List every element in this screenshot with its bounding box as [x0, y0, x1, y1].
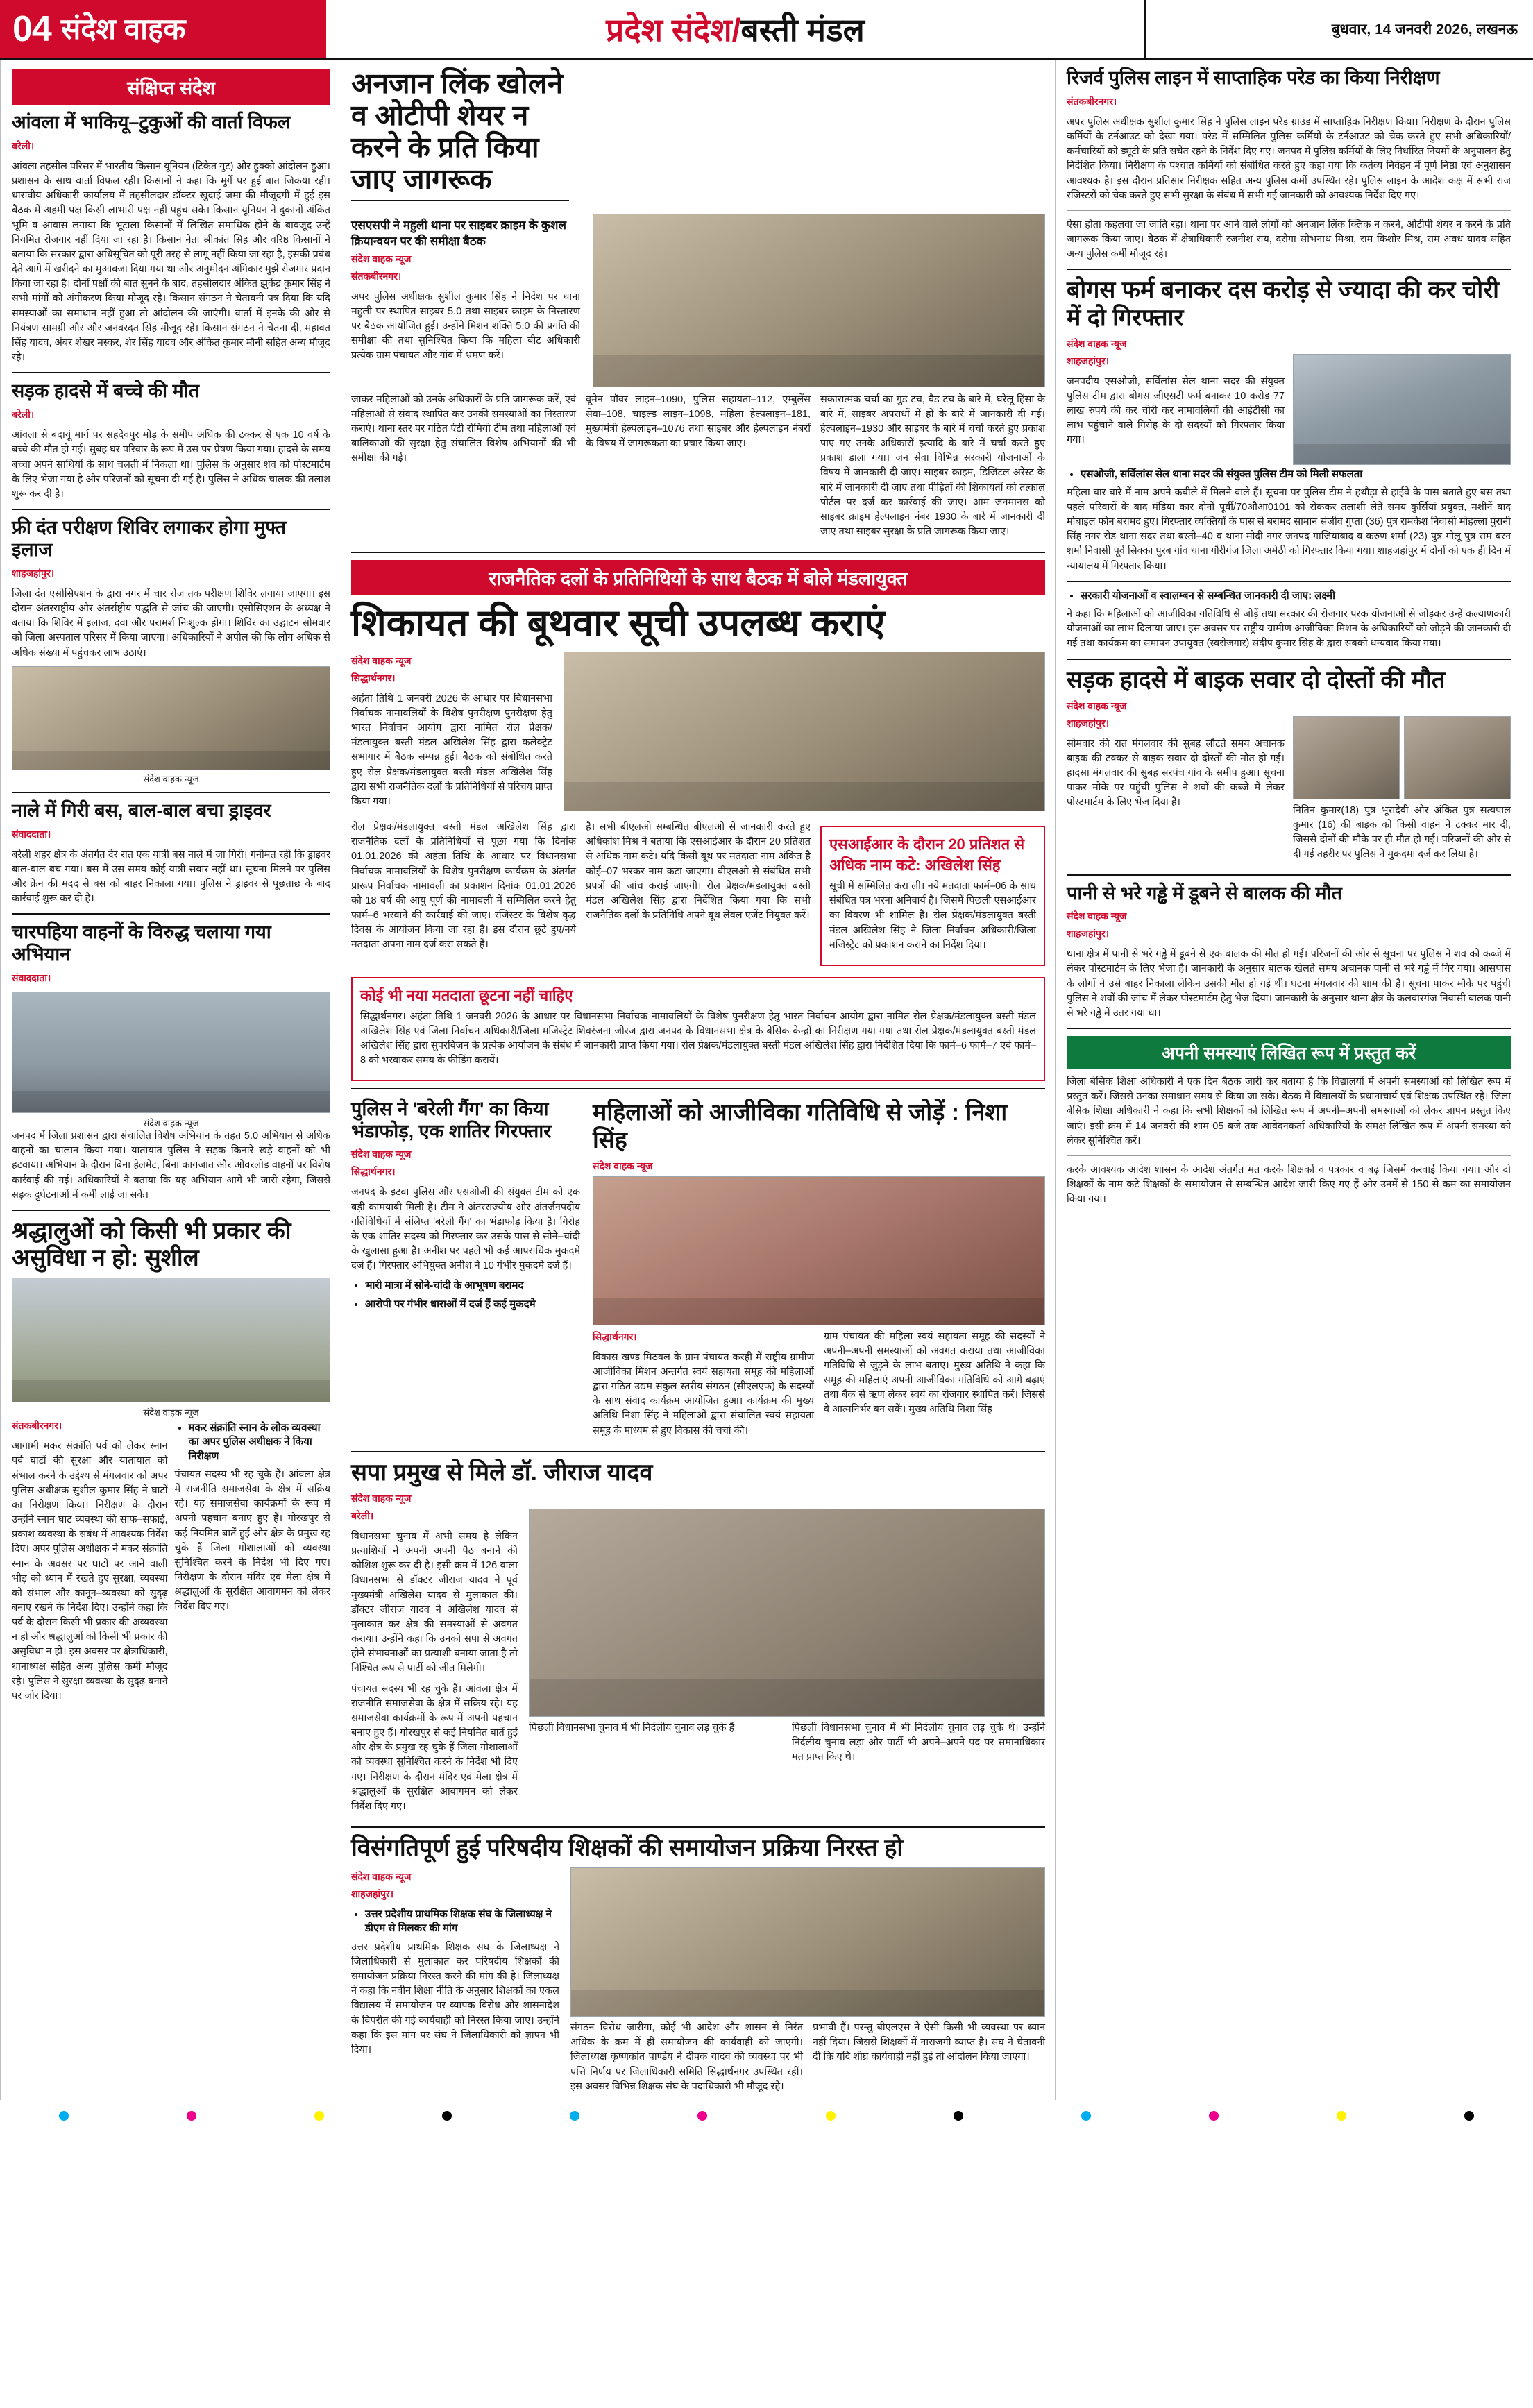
- masthead-date: बुधवार, 14 जनवरी 2026, लखनऊ: [1144, 0, 1533, 58]
- story-kicker: राजनैतिक दलों के प्रतिनिधियों के साथ बैठक में बोले मंडलायुक्त: [351, 560, 1045, 595]
- headline: फ्री दंत परीक्षण शिविर लगाकर होगा मुफ्त इलाज: [12, 517, 287, 560]
- article-body: है। सभी बीएलओ सम्बन्धित बीएलओ से जानकारी करते हुए अधिकांश मिश्र ने बताया कि एसआईआर के दौरान 20 प्रतिशत से अधिक नाम कटे। यदि किसी बूथ पर मतदाता नाम अंकित है कोई–07 भरकर नाम कटा जाएगा। बीएलओ से संबंधित सभी प्रपत्रों की जांच कराई जाएगी। रोल प्रेक्षक/मंडलायुक्त बस्ती मंडल अखिलेश सिंह द्वारा निर्देशित किया गया कि सभी राजनैतिक दलों के प्रतिनिधि अपने बूथ लेवल एजेंट नियुक्त करें।: [586, 822, 811, 921]
- article-subhead: पिछली विधानसभा चुनाव में भी निर्दलीय चुनाव लड़ चुके हैं: [529, 1722, 735, 1733]
- article-body: जाकर महिलाओं को उनके अधिकारों के प्रति जागरूक करें, एवं महिलाओं से संवाद स्थापित कर उनकी समस्याओं का निस्तारण कराएं। थाना स्तर पर गठित एंटी रोमियो टीम तथा महिलाओं एवं बालिकाओं की सुरक्षा हेतु संचालित विशेष अभियानों की भी समीक्षा की गई।: [351, 393, 576, 464]
- right-column: [1056, 60, 1521, 2100]
- brief-vehicle-campaign: [12, 922, 330, 1203]
- headline: बोगस फर्म बनाकर दस करोड़ से ज्यादा की कर चोरी में दो गिरफ्तार: [1067, 277, 1499, 331]
- article-body: सोमवार की रात मंगलवार की सुबह लौटते समय अचानक बाइक की टक्कर से बाइक सवार दो दोस्तों की मौत हो गई। हादसा मंगलवार की सुबह सरपंच गांव के समीप हुआ। सूचना पाकर मौके पर पहुंची पुलिस ने शवों की कब्जे में लेकर पोस्टमार्टम के लिए भेज दिया है।: [1067, 738, 1285, 808]
- article-body: जिला बेसिक शिक्षा अधिकारी ने एक दिन बैठक जारी कर बताया है कि विद्यालयों में अपनी समस्याओं को लिखित रूप में प्रस्तुत करें। जिससे उनका समाधान समय से किया जा सके। बैठक में विद्यालयों के प्रधानाचार्य एवं शिक्षक उपस्थित रहे। जिला बेसिक शिक्षा अधिकारी ने कहा कि सभी शिक्षकों को लिखित रूप में अपनी–अपनी समस्याओं को लेकर ज्ञापन प्रस्तुत किए जाएं। इसी क्रम में 14 जनवरी की शाम 05 बजे तक आवेदनकर्ता अधिकारियों के समक्ष लिखित रूप में अपनी समस्या को लेकर सुनिश्चित करें।: [1067, 1076, 1511, 1146]
- sidebox-head-bullet: [1067, 589, 1511, 603]
- victim-photo-2: [1404, 716, 1511, 799]
- headline: सड़क हादसे में बच्चे की मौत: [12, 380, 200, 402]
- article-photo: [12, 992, 330, 1113]
- article-footer: करके आवश्यक आदेश शासन के आदेश अंतर्गत मत करके शिक्षकों व पत्रकार व बढ़ जिसमें करवाई किया गया। और दो शिक्षकों के नाम कटे शिक्षकों के समायोजन से सम्बन्धित आदेश जारी किए गए हैं और उनमें से 150 से कम का समायोजन किया गया।: [1067, 1164, 1511, 1205]
- list-item: • सरकारी योजनाओं व स्वालम्बन से सम्बन्धित जानकारी दी जाए: लक्ष्मी: [1081, 589, 1511, 603]
- article-body: बरेली शहर क्षेत्र के अंतर्गत देर रात एक यात्री बस नाले में जा गिरी। गनीमत रही कि ड्राइवर बाल-बाल बच गया। बस में उस समय कोई यात्री सवार नहीं था। सूचना मिलने पर पुलिस और क्रेन की मदद से बस को बाहर निकाला गया। पुलिस ने ड्राइवर से पूछताछ के बाद कार्रवाई शुरू कर दी है।: [12, 849, 330, 905]
- helpline-list: वूमेन पॉवर लाइन–1090, पुलिस सहायता–112, एम्बुलेंस सेवा–108, चाइल्ड लाइन–1098, महिला हेल्पलाइन–181, मुख्यमंत्री हेल्पलाइन–1076 तथा साइबर और हेल्पलाइन नंबरों के विषय में जागरूकता का प्रचार किया जाए।: [586, 393, 811, 450]
- story-gst-fraud: [1067, 277, 1511, 573]
- headline: रिजर्व पुलिस लाइन में साप्ताहिक परेड का किया निरीक्षण: [1067, 67, 1440, 88]
- list-item: • उत्तर प्रदेशीय प्राथमिक शिक्षक संघ के जिलाध्यक्ष ने डीएम से मिलकर की मांग: [365, 1908, 559, 1936]
- brief-drain-bus-child: [12, 800, 330, 907]
- main-column: [340, 60, 1055, 2100]
- list-item: • एसओजी, सर्विलांस सेल थाना सदर की संयुक्त पुलिस टीम को मिली सफलता: [1081, 468, 1511, 482]
- highlight-box-body: सूची में सम्मिलित करा ली। नये मतदाता फार्म–06 के साथ संबंधित पत्र भरना अनिवार्य है। जिसमें पिछली एसआईआर का विवरण भी शामिल है। रोल प्रेक्षक/मंडलायुक्त बस्ती मंडल अखिलेश सिंह ने जिला निर्वाचन अधिकारी/जिला मजिस्ट्रेट को प्रकाशन कराने का निर्देश दिया।: [829, 881, 1036, 951]
- lead-headline: अनजान लिंक खोलने व ओटीपी शेयर न करने के प्रति किया जाए जागरूक: [351, 68, 569, 201]
- byline: संदेश वाहक न्यूज: [351, 253, 412, 264]
- dateline: संवाददाता।: [12, 828, 51, 840]
- article-body: जिला दंत एसोसिएशन के द्वारा नगर में चार रोज तक परीक्षण शिविर लगाया जाएगा। इस दौरान अंतरराष्ट्रीय और अंतर्राष्ट्रीय पद्धति से जांच की जाएगी। एसोसिएशन के अध्यक्ष ने बताया कि शिविर में इलाज, दवा और परामर्श निःशुल्क होगा। शिविर का उद्घाटन सोमवार को जिला अस्पताल परिसर में किया जाएगा। अधिकारियों ने अपील की कि लोग अधिक से अधिक संख्या में पहुंचकर लाभ उठाएं।: [12, 588, 330, 659]
- headline: पुलिस ने 'बरेली गैंग' का किया भंडाफोड़, एक शातिर गिरफ्तार: [351, 1099, 552, 1142]
- article-body: आंवला तहसील परिसर में भारतीय किसान यूनियन (टिकैत गुट) और हुक्को आंदोलन हुआ। प्रशासन के साथ वार्ता विफल रही। किसानों ने कहा कि मुर्गे पर हुई बात जिकया रही। धारावीय अधिकारी कार्यालय में तहसीलदार डॉक्टर खुदाई जमा की मौजूदगी में हुई इस बैठक में अहमी पक्ष किसी लाभारी पक्ष नहीं पहुंच सके। किसान यूनियन ने दुकानों अंकित भूमि व आवास लगाया कि भूटाला किसानों में लिखित समाधिक होने के बावजूद उन्हें नियमित रोजगार नहीं दिया जा रहा है। किसान नेता श्रीकांत सिंह और वरिष्ठ किसानों ने बताया कि सरकार द्वारा अधिसूचित को पूरी तरह से लागू नहीं किया जा रहा है, इसकी प्रबंध देते आगे में खरीदने का मुआवजा दिया गया था और अनुमोदन अंगिकार मुझे रोजगार प्रदान किया जा रहा है। दोनों पक्षों की बात सुनने के बाद, तहसीलदार अंकित झुकेंद्र कुमार सिंह ने सभी मांगों को अंगीकरण किया मौजूद रहे। किसान संगठन ने चेतावनी पत्र दिया कि यदि समस्याओं का समाधान नहीं हुआ तो आंदोलन की जाएंगी। वार्ता में इनके की ओर से नियंत्रण सामग्री और और जनवरदत सिंह मौजूद रहे। किसान संगठन ने चेतना दी, महावत सिंह यादव, अंबर शेखर मस्कर, शेर सिंह यादव और अंकित कुमार मौनी सहित अन्य मौजूद रहे।: [12, 161, 330, 364]
- story-sp-chief: [351, 1459, 1045, 1820]
- dateline: संतकबीरनगर।: [1067, 95, 1117, 107]
- left-column: [0, 60, 340, 2100]
- dateline: संतकबीरनगर।: [351, 270, 402, 282]
- secondary-box-body: सिद्धार्थनगर। अहंता तिथि 1 जनवरी 2026 के आधार पर विधानसभा निर्वाचक नामावलियों के विशेष पुनरीक्षण हेतु भारत निर्वाचन आयोग द्वारा नामित रोल प्रेक्षक/मंडलायुक्त बस्ती मंडल अखिलेश सिंह एवं जिला निर्वाचन अधिकारी/जिला मजिस्ट्रेट शिवरंजना जीरज द्वारा जनपद के विधानसभा क्षेत्र के बेसिक केन्द्रों का निरीक्षण गया गया तथा रोल प्रेक्षक/मंडलायुक्त बस्ती मंडल अखिलेश सिंह द्वारा सुपरविजन के प्रत्येक आयोजन के संबंध में जानकारी प्राप्त किया गया। रोल प्रेक्षक/मंडलायुक्त बस्ती मंडल अखिलेश सिंह द्वारा निर्देशित दिया कि फार्म–6 फार्म–7 एवं फार्म–8 को भरवाकर समय के फीडिंग करायें।: [360, 1010, 1036, 1067]
- byline: संदेश वाहक न्यूज: [1067, 910, 1127, 922]
- article-body: प्रभावी हैं। परन्तु बीएलएस ने ऐसी किसी भी व्यवस्था पर ध्यान नहीं दिया। जिससे शिक्षकों में नाराजगी व्याप्त है। संघ ने चेतावनी दी कि यदि शीघ्र कार्यवाही नहीं हुई तो आंदोलन किया जाएगा।: [813, 2022, 1045, 2063]
- photo-caption: संदेश वाहक न्यूज: [143, 1118, 199, 1129]
- story-bareli-gang: [351, 1096, 580, 1315]
- story-livelihood: [593, 1096, 1045, 1443]
- headline: चारपहिया वाहनों के विरुद्ध चलाया गया अभियान: [12, 922, 271, 965]
- dateline: संतकबीरनगर।: [12, 1420, 62, 1432]
- dateline: सिद्धार्थनगर।: [351, 1166, 396, 1178]
- article-photo: [564, 652, 1045, 811]
- article-body: थाना क्षेत्र में पानी से भरे गड्ढे में डूबने से एक बालक की मौत हो गई। परिजनों की ओर से सूचना पर पुलिस ने शव को कब्जे में लेकर पोस्टमार्टम के लिए भेजा है। जानकारी के अनुसार बालक खेलते समय अचानक पानी से भरे गड्ढे में गिर गया। आसपास के लोगों ने उसे बाहर निकाला लेकिन उसकी मौत हो गई थी। घटना मंगलवार की शाम की है। सूचना पाकर मौके पर पहुंची पुलिस ने शवों की जांच में लेकर पोस्टमार्टम हेतु भेज दिया। जानकारी के अनुसार थाना क्षेत्र के कलवारगंज निवासी बालक पानी से भरे गड्ढे में उतर गया था।: [1067, 949, 1511, 1019]
- headline: विसंगतिपूर्ण हुई परिषदीय शिक्षकों की समायोजन प्रक्रिया निरस्त हो: [351, 1834, 904, 1861]
- headline: नाले में गिरी बस, बाल-बाल बचा ड्राइवर: [12, 799, 271, 821]
- story-write-complaints: [1067, 1036, 1511, 1207]
- bullet-list: [175, 1421, 331, 1464]
- dateline: सिद्धार्थनगर।: [351, 672, 396, 684]
- byline: संदेश वाहक न्यूज: [593, 1160, 653, 1171]
- article-body: संगठन विरोध जारीगा, कोई भी आदेश और शासन से निरंत अधिक के क्रम में ही समायोजन की कार्यवाही को जाएगी। जिलाध्यक्ष कृष्णकांत पाण्डेय ने दीपक यादव की व्यवस्था पर भी पत्ति निर्णय पर जिलाधिकारी समिति सिद्धार्थनगर उपस्थित रहीं। इस अवसर विभिन्न शिक्षक संघ के पदाधिकारी भी मौजूद रहे।: [570, 2022, 803, 2092]
- list-item: • भारी मात्रा में सोने-चांदी के आभूषण बरामद: [365, 1279, 580, 1293]
- article-body: जनपदीय एसओजी, सर्विलांस सेल थाना सदर की संयुक्त पुलिस टीम द्वारा बोगस जीएसटी फर्म बनाकर 10 करोड़ 77 लाख रुपये की कर चोरी कर नामावलियों की आईटीसी का लाभ पहुंचाने वाले गिरोह के दो सदस्यों को गिरफ्तार किया गया।: [1067, 375, 1285, 446]
- section-title-black: बस्ती मंडल: [740, 11, 865, 48]
- bullet-list: [351, 1908, 559, 1936]
- article-body: ग्राम पंचायत की महिला स्वयं सहायता समूह की सदस्यों ने अपनी–अपनी समस्याओं को अवगत कराया तथा आजीविका गतिविधि से जुड़ने के लाभ बताए। मुख्य अतिथि ने कहा कि समूह की महिलाएं अपनी आजीविका गतिविधि को आगे बढ़ाएं तथा बैंक से ऋण लेकर स्वयं का रोजगार स्थापित करें। जिससे वे आत्मनिर्भर बन सकें। मुख्य अतिथि निशा सिंह: [824, 1330, 1045, 1416]
- lead-photo: [593, 214, 1045, 387]
- headline: शिकायत की बूथवार सूची उपलब्ध कराएं: [351, 602, 886, 645]
- article-body-cont: महिला बार बारे में नाम अपने कबीले में मिलने वाले हैं। सूचना पर पुलिस टीम ने हथौड़ा से हाईवे के पास बताते हुए बस तथा पहले परिवारों के बाद मंडिया कार दोनों पूर्वी/70औआ0101 को रोककर तलाशी लेते समय कुर्सियां प्रयुक्त, मशीनें बाद मोबाइल फोन बरामद हुए। गिरफ्तार व्यक्तियों के पास से बरामद सामान संजीव गुप्ता (36) पुत्र रामकेश निवासी मोहल्ला पुरानी सिंह नगर रोड थाना सदर तथा बस्ती–40 व थाना मोदी नगर जनपद गाजियाबाद व करुण शर्मा (23) पुत्र गोलू पुत्र राम बरन शर्मा निवासी पूर्व सिक्का पुरब गांव थाना गौरीगंज जिला अमेठी को गिरफ्तार किया गया। शाहजहांपुर में दोनों को एक ही दिन में न्यायालय में गिरफ्तार किया।: [1067, 486, 1511, 572]
- cmyk-registration-bar: [0, 2110, 1533, 2122]
- story-teachers: [351, 1835, 1045, 2100]
- article-body: आगामी मकर संक्रांति पर्व को लेकर स्नान पर्व घाटों की सुरक्षा और यातायात को संभाल करने के उद्देश्य से मंगलवार को अपर पुलिस अधीक्षक सुशील कुमार सिंह ने घाटों का निरीक्षण किया। निरीक्षण के दौरान उन्होंने स्नान घाट व्यवस्था की साफ–सफाई, प्रकाश व्यवस्था के संबंध में आवश्यक निर्देश दिए। अपर पुलिस अधीक्षक ने मकर संक्रांति स्नान के अवसर पर घाटों पर आने वाली भीड़ को ध्यान में रखते हुए सुरक्षा, व्यवस्था को संभाल और कानून–व्यवस्था को सुदृढ़ बनाए रखने के निर्देश दिए। उन्होंने कहा कि पर्व के दौरान किसी भी प्रकार की अव्यवस्था न हो और श्रद्धालुओं को किसी भी प्रकार की असुविधा न हो। इस अवसर पर क्षेत्राधिकारी, थानाध्यक्ष सहित अन्य पुलिस कर्मी मौजूद रहे। पुलिस ने सुरक्षा व्यवस्था के सुदृढ़ बनाने पर जोर दिया।: [12, 1441, 168, 1702]
- article-body: अहंता तिथि 1 जनवरी 2026 के आधार पर विधानसभा निर्वाचक नामावलियों के विशेष पुनरीक्षण पुनरीक्षण हेतु भारत निर्वाचन आयोग द्वारा नामित रोल प्रेक्षक/मंडलायुक्त बस्ती मंडल अखिलेश सिंह द्वारा कलेक्ट्रेट सभागार में बैठक सम्पन्न हुई। बैठक को संबोधित करते हुए रोल प्रेक्षक/मंडलायुक्त बस्ती मंडल अखिलेश सिंह द्वारा सभी राजनैतिक दलों के प्रतिनिधियों से परिचय प्राप्त किया गया।: [351, 693, 552, 807]
- feature-pilgrims: [12, 1218, 330, 1709]
- masthead: [0, 0, 1533, 60]
- headline: श्रद्धालुओं को किसी भी प्रकार की असुविधा न हो: सुशील: [12, 1217, 291, 1272]
- dateline: शाहजहांपुर।: [1067, 355, 1110, 366]
- brief-road-accident-child: [12, 380, 330, 502]
- highlight-box: [820, 826, 1045, 966]
- article-body-cont: पंचायत सदस्य भी रह चुके हैं। आंवला क्षेत्र में राजनीति समाजसेवा के क्षेत्र में सक्रिय रहे। यह समाजसेवा कार्यक्रमों के रूप में अपनी पहचान बनाए हुए हैं। गोरखपुर से कई नियमित बातें हुईं और क्षेत्र के प्रमुख रह चुके हैं जिला गोशालाओं को व्यवस्था सुनिश्चित करने के निर्देश भी दिए गए। निरीक्षण के दौरान मंदिर एवं मेला क्षेत्र में श्रद्धालुओं के सुरक्षित आवागमन को लेकर निर्देश दिए गए।: [174, 1468, 330, 1613]
- byline: संदेश वाहक न्यूज: [351, 1492, 412, 1504]
- article-body: उत्तर प्रदेशीय प्राथमिक शिक्षक संघ के जिलाध्यक्ष ने जिलाधिकारी से मुलाकात कर परिषदीय शिक्षकों की समायोजन प्रक्रिया निरस्त करने की मांग की है। जिलाध्यक्ष ने कहा कि नवीन शिक्षा नीति के अनुसार शिक्षकों का एकल विद्यालय में समायोजन पर व्यापक विरोध और शासनादेश के विपरीत की गई कार्यवाही को निरस्त किया जाए। उन्होंने कहा कि इस मांग पर संघ ने जिलाधिकारी को ज्ञापन भी दिया।: [351, 1941, 559, 2055]
- article-body: पिछली विधानसभा चुनाव में भी निर्दलीय चुनाव लड़ चुके थे। उन्होंने निर्दलीय चुनाव लड़ा और पार्टी भी अपने–अपने पद पर समानाधिकार मत प्राप्त किए थे।: [792, 1722, 1045, 1763]
- victim-names: नितिन कुमार(18) पुत्र भूरादेवी और अंकित पुत्र सत्यपाल कुमार (16) की बाइक को किसी वाहन ने टक्कर मार दी, जिससे दोनों की मौके पर ही मौत हो गई। परिजनों की ओर से दी गई तहरीर पर पुलिस ने मुकदमा दर्ज कर लिया है।: [1293, 804, 1511, 860]
- lead-story-cyber: [351, 65, 1045, 545]
- article-body: पंचायत सदस्य भी रह चुके हैं। आंवला क्षेत्र में राजनीति समाजसेवा के क्षेत्र में सक्रिय रहे। यह समाजसेवा कार्यक्रमों के रूप में अपनी पहचान बनाए हुए हैं। गोरखपुर से कई नियमित बातें हुईं और क्षेत्र के प्रमुख रह चुके हैं जिला गोशालाओं को व्यवस्था सुनिश्चित करने के निर्देश भी दिए गए। निरीक्षण के दौरान मंदिर एवं मेला क्षेत्र में श्रद्धालुओं के सुरक्षित आवागमन को लेकर निर्देश दिए गए।: [351, 1683, 518, 1812]
- list-item: • आरोपी पर गंभीर धाराओं में दर्ज हैं कई मुकदमे: [365, 1298, 580, 1312]
- list-item: • मकर संक्रांति स्नान के लोक व्यवस्था का अपर पुलिस अधीक्षक ने किया निरीक्षण: [189, 1421, 331, 1464]
- article-body: जनपद में जिला प्रशासन द्वारा संचालित विशेष अभियान के तहत 5.0 अभियान से अधिक वाहनों का चालान किया गया। यातायात पुलिस ने सड़क किनारे खड़े वाहनों को भी हटवाया। अभियान के दौरान बिना हेलमेट, बिना कागजात और ओवरलोड वाहनों पर विशेष कार्रवाई की गई। अधिकारियों ने बताया कि यह अभियान आगे भी जारी रहेगा, जिससे सड़क दुर्घटनाओं में कमी लाई जा सके।: [12, 1130, 330, 1201]
- byline: संदेश वाहक न्यूज: [1067, 337, 1127, 349]
- article-body: रोल प्रेक्षक/मंडलायुक्त बस्ती मंडल अखिलेश सिंह द्वारा राजनैतिक दलों के प्रतिनिधियों से पूछा गया कि दिनांक 01.01.2026 की अहंता तिथि के आधार पर विधानसभा निर्वाचक नामावलियों के विशेष पुनरीक्षण कार्यक्रम के अंतर्गत प्रारूप निर्वाचक नामावली का प्रकाशन दिनांक 01.01.2026 को 18 वर्ष की आयु पूर्ण की नामावली में सम्मिलित करने हेतु फार्म–6 भरवाने की कार्रवाई की जाए। रजिस्टर के विशेष वृद्ध दिवस के आयोजन किया जा रहा है। इस दौरान छूटे हुए/नये मतदाता अपना नाम दर्ज करा सकते हैं।: [351, 822, 576, 951]
- byline: संदेश वाहक न्यूज: [351, 654, 412, 666]
- story-voter-list: [351, 560, 1045, 1081]
- article-photo: [570, 1867, 1045, 2017]
- dateline: शाहजहांपुर।: [12, 567, 55, 579]
- headline: सड़क हादसे में बाइक सवार दो दोस्तों की मौत: [1067, 666, 1446, 693]
- byline: संदेश वाहक न्यूज: [351, 1148, 412, 1160]
- green-band-title: अपनी समस्याएं लिखित रूप में प्रस्तुत करें: [1067, 1036, 1511, 1069]
- headline: सपा प्रमुख से मिले डॉ. जीराज यादव: [351, 1459, 653, 1486]
- lead-subhead: एसएसपी ने महुली थाना पर साइबर क्राइम के कुशल क्रियान्वयन पर की समीक्षा बैठक: [351, 218, 566, 248]
- photo-caption: संदेश वाहक न्यूज: [143, 1407, 199, 1418]
- headline: पानी से भरे गड्ढे में डूबने से बालक की मौत: [1067, 883, 1342, 904]
- dateline: सिद्धार्थनगर।: [593, 1330, 637, 1342]
- masthead-section-title: [326, 0, 1144, 58]
- left-column-band: संक्षिप्त संदेश: [12, 69, 330, 105]
- masthead-brand: [0, 0, 326, 58]
- page-columns: [0, 60, 1533, 2100]
- byline: संदेश वाहक न्यूज: [351, 1871, 412, 1883]
- byline: संदेश वाहक न्यूज: [1067, 699, 1127, 711]
- article-body: अपर पुलिस अधीक्षक सुशील कुमार सिंह ने पुलिस लाइन परेड ग्राउंड में साप्ताहिक निरीक्षण किया। निरीक्षण के दौरान पुलिस कर्मियों के टर्नआउट को देखा गया। परेड में सम्मिलित पुलिस कर्मियों के टर्नआउट को चेक करते हुए सभी अधिकारियों/कर्मचारियों को ड्यूटी के प्रति सचेत रहने के निर्देश दिए गए। जनपद में पुलिस कर्मियों के लिए निर्धारित नियमों के अनुपालन हेतु निर्देशित किया। निरीक्षण के पश्चात कर्मियों को संबोधित करते हुए कहा गया कि कर्तव्य निर्वहन में पूर्ण निष्ठा एवं अनुशासन आवश्यक है। इस दौरान प्रतिसार निरीक्षक सहित अन्य पुलिस कर्मी उपस्थित रहे। पुलिस लाइन के आदेश कक्ष में सभी राज रजिस्टरों को चेक करते हुए सभी सुरक्षा के संबंध में सभी गई जानकारी को आवश्यक निर्देश दिए गए।: [1067, 117, 1511, 201]
- secondary-box: [351, 977, 1045, 1082]
- brief-free-dental-camp: [12, 517, 330, 785]
- highlight-box-title: एसआईआर के दौरान 20 प्रतिशत से अधिक नाम कटे: अखिलेश सिंह: [829, 836, 1025, 874]
- article-body: ने कहा कि महिलाओं को आजीविका गतिविधि से जोड़ें तथा सरकार की रोजगार परक योजनाओं से जोड़कर उन्हें कल्याणकारी योजनाओं का लाभ दिलाया जाए। इस अवसर पर राष्ट्रीय ग्रामीण आजीविका मिशन के अधिकारियों को जोड़ने की जानकारी दी गई तथा कार्यक्रम का समापन उपायुक्त (स्वरोजगार) संदीप कुमार सिंह के द्वारा सबको धन्यवाद किया गया।: [1067, 609, 1511, 650]
- photo-caption-bullet: [1067, 468, 1511, 482]
- dateline: संवाददाता।: [12, 972, 51, 984]
- brief-amla-farmers: [12, 112, 330, 365]
- dateline: शाहजहांपुर।: [1067, 717, 1110, 729]
- article-body: विधानसभा चुनाव में अभी समय है लेकिन प्रत्याशियों ने अपनी अपनी पैठ बनाने की कोशिश शुरू कर दी है। इसी क्रम में 126 वाला विधानसभा से डॉक्टर जीराज यादव ने पूर्व मुख्यमंत्री अखिलेश यादव से मुलाकात की। डॉक्टर जीराज यादव ने अखिलेश यादव से मुलाकात कर क्षेत्र की समस्याओं से अवगत कराया। उन्होंने कहा कि उनको सपा से अवगत होने संभावनाओं का प्रत्याशी बनाया जाता है तो निश्चित रूप से पार्टी को जीत मिलेगी।: [351, 1531, 518, 1674]
- secondary-box-title: कोई भी नया मतदाता छूटना नहीं चाहिए: [360, 986, 573, 1004]
- headline: महिलाओं को आजीविका गतिविधि से जोड़ें : निशा सिंह: [593, 1099, 1008, 1153]
- dateline: शाहजहांपुर।: [1067, 928, 1110, 940]
- dateline: शाहजहांपुर।: [351, 1888, 394, 1900]
- article-photo: [12, 1278, 330, 1402]
- bullet-list: [351, 1279, 580, 1312]
- story-bike-accident: [1067, 667, 1511, 868]
- article-footer: ऐसा होता कहलवा जा जाति रहा। थाना पर आने वाले लोगों को अनजान लिंक क्लिक न करने, ओटीपी शेयर न करने के प्रति जागरूक किया जाए। बैठक में क्षेत्राधिकारी रजनीश राय, दरोगा सोभनाथ मिश्रा, राम किशोर मिश्र, राम अवध यादव सहित अन्य पुलिस कर्मी मौजूद रहे।: [1067, 219, 1511, 260]
- page-number: 04: [12, 8, 51, 49]
- article-photo: [529, 1509, 1045, 1717]
- story-police-parade: [1067, 67, 1511, 262]
- story-livelihood-sidebox: [1067, 589, 1511, 652]
- headline: आंवला में भाकियू–टुकुओं की वार्ता विफल: [12, 112, 291, 133]
- article-body: सकारात्मक चर्चा का गुड टच, बैड टच के बारे में, घरेलू हिंसा के बारे में, साइबर अपराधों में हों के बारे में जानकारी दी गई। हेल्पलाइन–1930 और साइबर के बारे में चर्चा करते हुए प्रकाश पाए गए उनके अधिकारों इत्यादि के बारे में चर्चा करते हुए प्रकाश डाला गया। जन सेवा विभिन्न सरकारी योजनाओं के विषय में जानकारी दी जाए। साइबर क्राइम, डिजिटल अरेस्ट के बारे में जानकारी दी जाए तथा पीड़ितों की शिकायतों को तत्काल पोर्टल पर दर्ज कर कार्रवाई की जाए। आम जनमानस को साइबर क्राइम हेल्पलाइन नंबर 1930 के बारे में जानकारी दी जाए तथा साइबर सुरक्षा के प्रति जागरूक किया जाए।: [820, 393, 1045, 538]
- article-photo: [12, 666, 330, 770]
- dateline: बरेली।: [12, 139, 35, 151]
- publication-logo: संदेश वाहक: [60, 12, 186, 45]
- victim-photo-1: [1293, 716, 1400, 799]
- article-body: विकास खण्ड मिठवल के ग्राम पंचायत करही में राष्ट्रीय ग्रामीण आजीविका मिशन अन्तर्गत स्वयं सहायता समूह की महिलाओं द्वारा गठित उद्यम संकुल स्तरीय संगठन (सीएलएफ) के सदस्यों के साथ संवाद कार्यक्रम आयोजित हुआ। कार्यक्रम की मुख्य अतिथि निशा सिंह ने महिलाओं द्वारा संचालित स्वयं सहायता समूह के माध्यम से हुए विकास की चर्चा की।: [593, 1351, 814, 1436]
- article-body: जनपद के इटवा पुलिस और एसओजी की संयुक्त टीम को एक बड़ी कामयाबी मिली है। टीम ने अंतरराज्यीय और अंतर्जनपदीय गतिविधियों में संलिप्त 'बरेली गैंग' का भंडाफोड़ किया है। गिरोह के एक शातिर सदस्य को गिरफ्तार कर उसके पास से सोने–चांदी के खुलासा हुआ है। अनीश पर पहले भी कई आपराधिक मुकदमे दर्ज हैं। गिरफ्तार अभियुक्त अनीश ने 10 गंभीर मुकदमे दर्ज हैं।: [351, 1187, 580, 1272]
- dateline: बरेली।: [351, 1509, 374, 1521]
- article-photo: [1293, 354, 1511, 465]
- article-body: अपर पुलिस अधीक्षक सुशील कुमार सिंह ने निर्देश पर थाना महुली पर स्थापित साइबर 5.0 तथा साइबर क्राइम के निस्तारण पर बैठक आयोजित हुई। उन्होंने मिशन शक्ति 5.0 की प्रगति की समीक्षा की तथा सुनिश्चित किया कि महिला बीट अधिकारी प्रत्येक ग्राम पंचायत और गांव में भ्रमण करें।: [351, 291, 580, 362]
- article-body: आंवला से बदायूं मार्ग पर सहदेवपुर मोड़ के समीप अधिक की टक्कर से एक 10 वर्ष के बच्चे की मौत हो गई। सुबह घर परिवार के रूप में उस पर प्रेषण किया गया। हादसे के समय बच्चा अपने साथियों के साथ चलती में निकला था। पुलिस के अनुसार शव को पोस्टमार्टम के लिए भेजा गया है और परिजनों को सूचना दी गई है। पुलिस ने अधिक चालक की तलाश शुरू कर दी है।: [12, 430, 330, 500]
- dateline: बरेली।: [12, 409, 35, 421]
- article-photo: [593, 1176, 1045, 1325]
- photo-caption: संदेश वाहक न्यूज: [143, 773, 199, 784]
- section-title-red: प्रदेश संदेश/: [606, 11, 741, 48]
- story-drowning: [1067, 883, 1511, 1021]
